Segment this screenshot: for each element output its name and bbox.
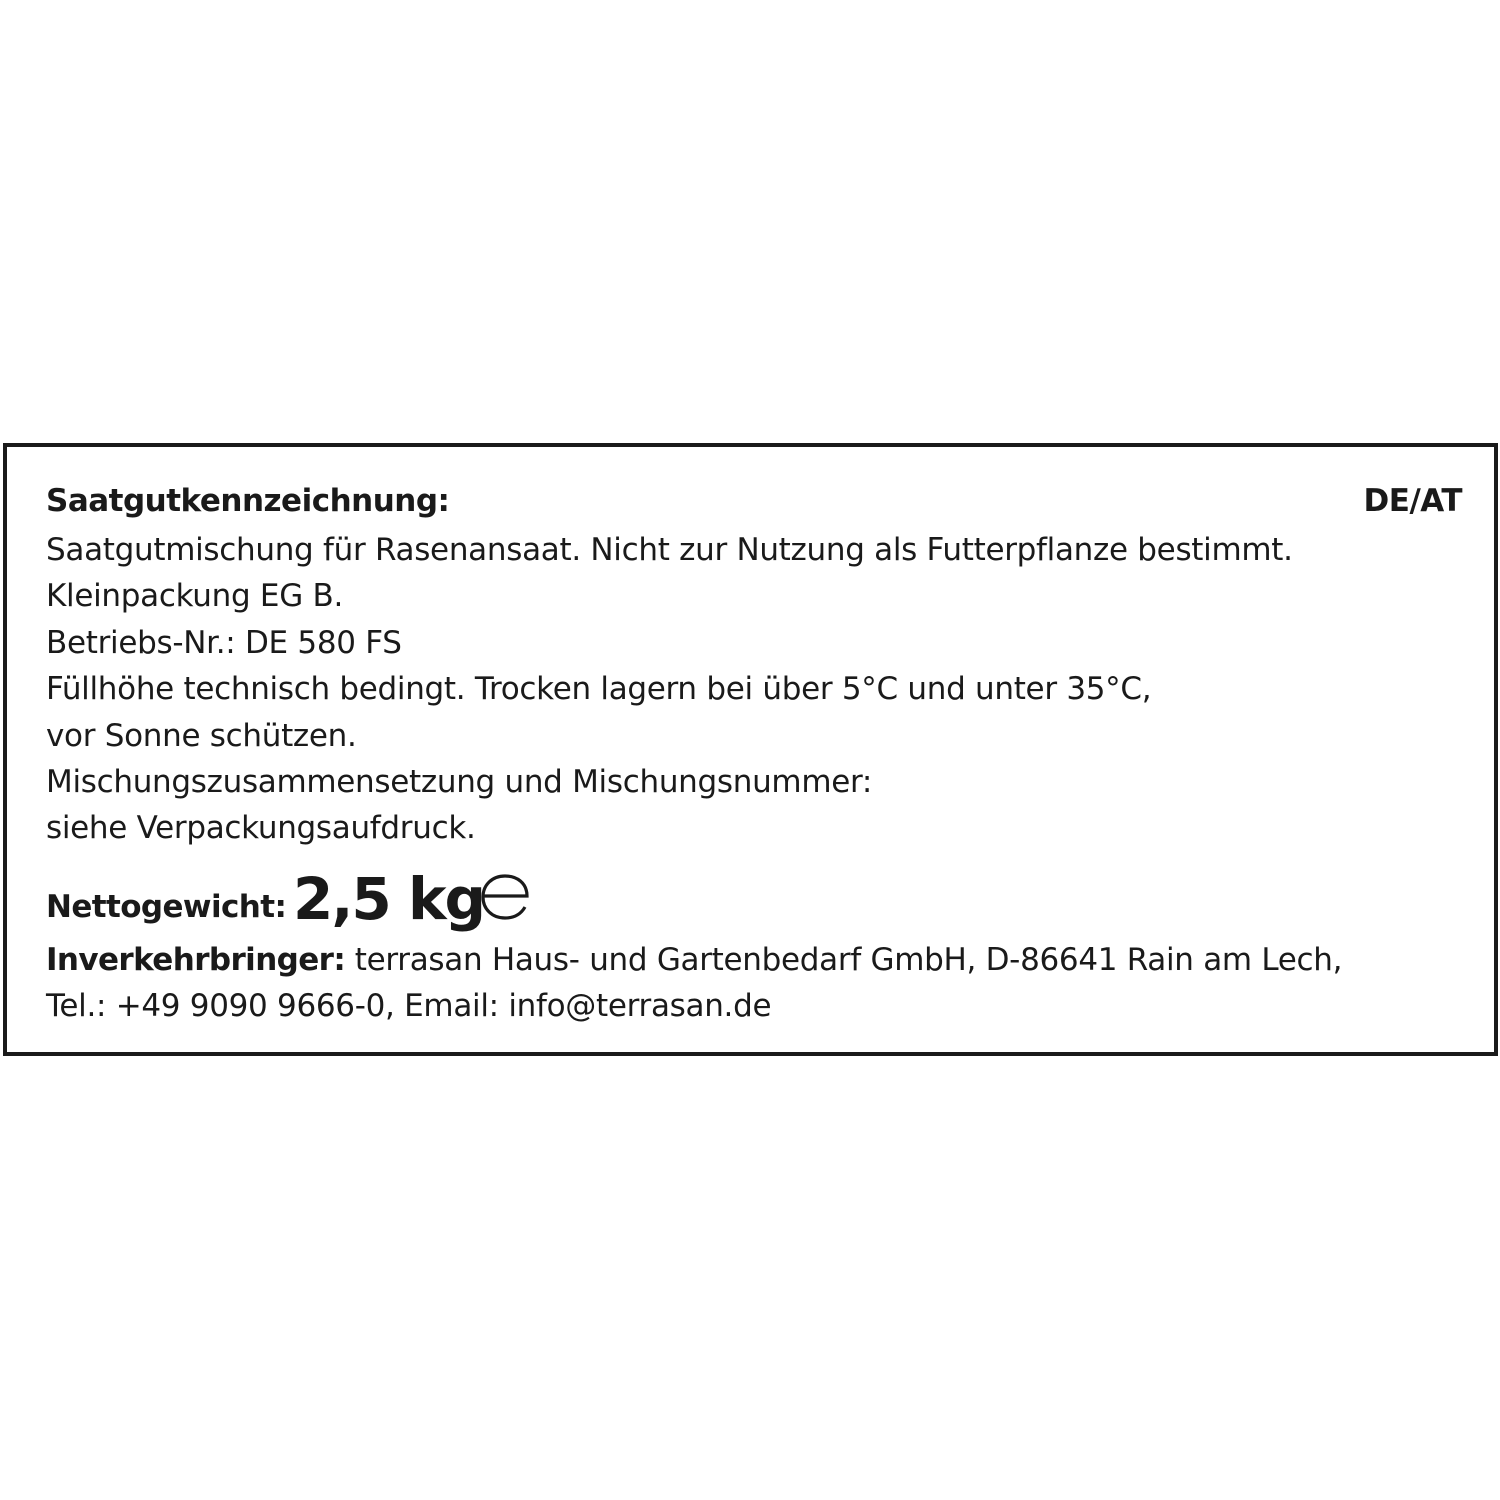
net-weight-row (46, 865, 1466, 933)
body-line-7: siehe Verpackungsaufdruck. (46, 810, 476, 847)
label-heading: Saatgutkennzeichnung: (46, 483, 450, 519)
distributor-text: terrasan Haus- und Gartenbedarf GmbH, D-86641 Rain am Lech, (345, 942, 1343, 978)
contact-line: Tel.: +49 9090 9666-0, Email: info@terrasan.de (46, 988, 772, 1025)
estimate-sign-icon (478, 871, 532, 923)
distributor-line (46, 937, 1466, 983)
body-line-5: vor Sonne schützen. (46, 717, 357, 754)
body-line-3: Betriebs-Nr.: DE 580 FS (46, 624, 402, 661)
net-weight-label: Nettogewicht: (46, 889, 287, 925)
body-line-2: Kleinpackung EG B. (46, 578, 344, 615)
seed-label-box (3, 443, 1498, 1056)
body-line-6: Mischungszusammensetzung und Mischungsnummer: (46, 763, 873, 800)
body-line-4: Füllhöhe technisch bedingt. Trocken lagern bei über 5°C und unter 35°C, (46, 671, 1152, 708)
label-body (46, 527, 1466, 852)
distributor-block (46, 937, 1466, 1030)
body-line-1: Saatgutmischung für Rasenansaat. Nicht zur Nutzung als Futterpflanze bestimmt. (46, 532, 1293, 568)
region-code: DE/AT (1363, 483, 1462, 519)
heading-row (46, 483, 1466, 527)
net-weight-value: 2,5 kg (293, 865, 485, 933)
distributor-label: Inverkehrbringer: (46, 942, 346, 978)
